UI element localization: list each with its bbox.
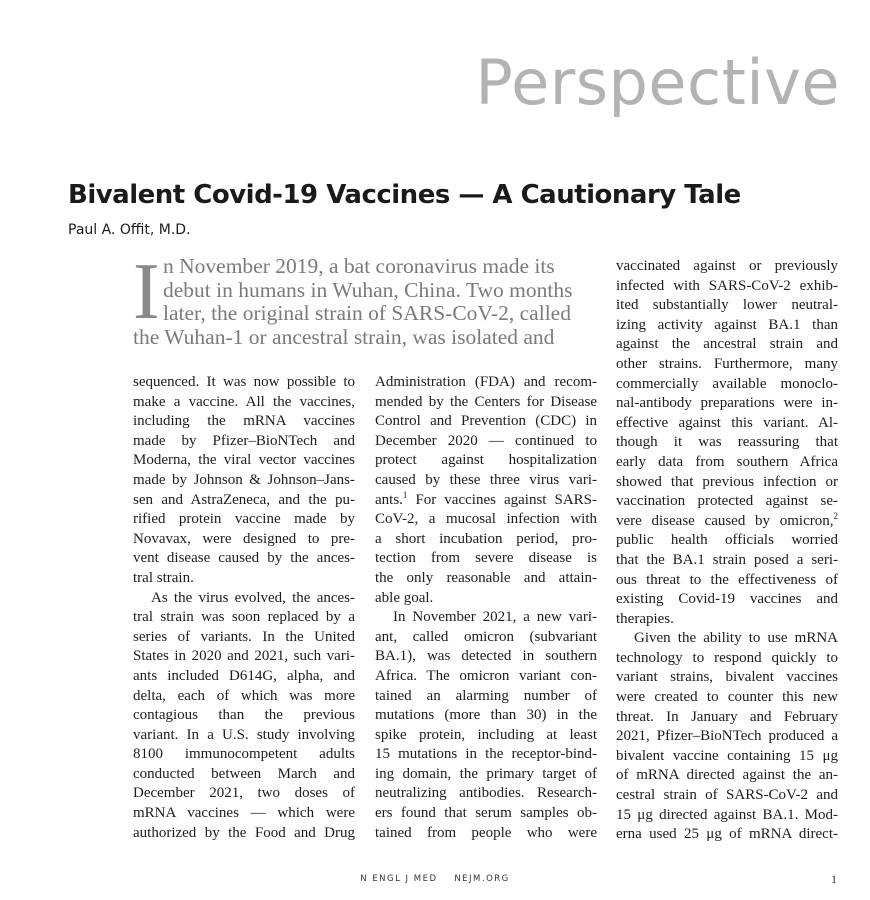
- text-line: caused by these three virus vari-: [375, 471, 597, 488]
- text-line: mutations (more than 30) in the: [375, 707, 597, 724]
- text-line: though it was reassuring that: [616, 434, 838, 451]
- text-line: [375, 491, 597, 511]
- text-line: Administration (FDA) and recom-: [375, 374, 597, 390]
- text-line: early data from southern Africa: [616, 453, 838, 470]
- article-title: Bivalent Covid-19 Vaccines — A Cautionary Tale: [68, 180, 741, 210]
- text-line: December 2020 — continued to: [375, 432, 597, 449]
- body-column-2: [375, 373, 597, 843]
- journal-site: NEJM.ORG: [454, 874, 510, 884]
- text-line: ers found that serum samples ob-: [375, 805, 597, 822]
- text-line: Control and Prevention (CDC) in: [375, 413, 597, 430]
- text-line: showed that previous infection or: [616, 473, 838, 490]
- text-line: 15 μg directed against BA.1. Mod-: [616, 806, 838, 823]
- text-line: izing activity against BA.1 than: [616, 316, 838, 333]
- text-line: that the BA.1 strain posed a seri-: [616, 551, 838, 568]
- text-line: tection from severe disease is: [375, 550, 597, 567]
- text-line: of mRNA directed against the an-: [616, 767, 838, 784]
- text-line: a short incubation period, pro-: [375, 530, 597, 547]
- section-label: Perspective: [475, 46, 840, 119]
- text-line: 15 mutations in the receptor-bind-: [375, 746, 597, 763]
- lede-line: debut in humans in Wuhan, China. Two months: [163, 277, 573, 302]
- text-line: able goal.: [375, 589, 434, 606]
- text-line: technology to respond quickly to: [616, 649, 838, 666]
- text-line: nal-antibody preparations were in-: [616, 395, 838, 412]
- text-line: spike protein, including at least: [375, 726, 597, 743]
- text-line: threat. In January and February: [616, 708, 838, 725]
- text-line: authorized by the Food and Drug: [133, 824, 355, 841]
- text-line: variant strains, bivalent vaccines: [616, 669, 838, 686]
- lede-paragraph: [133, 248, 603, 349]
- text-line: mended by the Centers for Disease: [375, 393, 597, 410]
- text-line: CoV-2, a mucosal infection with: [375, 511, 597, 528]
- text-line: made by Johnson & Johnson–Jans-: [133, 471, 355, 488]
- text-line: conducted between March and: [133, 765, 355, 782]
- reference-marker: 1: [402, 489, 408, 500]
- text-line: other strains. Furthermore, many: [616, 355, 838, 372]
- text-fragment: vere disease caused by omicron,: [616, 512, 834, 529]
- text-line: variant. In a U.S. study involving: [133, 726, 355, 743]
- text-line: BA.1), was detected in southern: [375, 648, 597, 665]
- text-line: neutralizing antibodies. Research-: [375, 785, 597, 802]
- text-line: vent disease caused by the ances-: [133, 550, 355, 567]
- text-line: Africa. The omicron variant con-: [375, 667, 597, 684]
- text-line: ant, called omicron (subvariant: [375, 628, 597, 645]
- text-line: tral strain.: [133, 569, 194, 586]
- text-line: series of variants. In the United: [133, 628, 355, 645]
- text-line: against the ancestral strain and: [616, 336, 838, 353]
- text-line: ous threat to the effectiveness of: [616, 571, 838, 588]
- text-fragment: ants.: [375, 491, 403, 508]
- text-line: contagious than the previous: [133, 707, 355, 724]
- text-line: tained an alarming number of: [375, 687, 597, 704]
- text-line: protect against hospitalization: [375, 452, 597, 469]
- text-line: Novavax, were designed to pre-: [133, 530, 355, 547]
- lede-line: the Wuhan-1 or ancestral strain, was isolated and: [133, 324, 555, 349]
- text-line: cestral strain of SARS-CoV-2 and: [616, 787, 838, 804]
- lede-line: n November 2019, a bat coronavirus made its: [163, 254, 555, 278]
- text-line: were created to counter this new: [616, 689, 838, 706]
- text-line: delta, each of which was more: [133, 687, 355, 704]
- text-line: States in 2020 and 2021, such vari-: [133, 648, 355, 665]
- text-line: rified protein vaccine made by: [133, 511, 355, 528]
- text-line: sequenced. It was now possible to: [133, 374, 355, 390]
- body-column-3: [616, 257, 838, 845]
- text-line: Moderna, the viral vector vaccines: [133, 452, 355, 469]
- text-line: 2021, Pfizer–BioNTech produced a: [616, 728, 838, 745]
- text-line: the only reasonable and attain-: [375, 569, 597, 586]
- text-line: ing domain, the primary target of: [375, 765, 597, 782]
- text-line: ited substantially lower neutral-: [616, 297, 838, 314]
- text-line: including the mRNA vaccines: [133, 413, 355, 430]
- text-fragment: For vaccines against SARS-: [407, 491, 597, 508]
- text-line: Given the ability to use mRNA: [634, 630, 838, 647]
- drop-cap: I: [133, 248, 160, 336]
- text-line: therapies.: [616, 610, 674, 627]
- text-line: commercially available monoclo-: [616, 375, 838, 392]
- text-line: effective against this variant. Al-: [616, 414, 838, 431]
- page-footer: [0, 874, 870, 884]
- text-line: In November 2021, a new vari-: [393, 609, 597, 626]
- text-line: make a vaccine. All the vaccines,: [133, 393, 355, 410]
- text-line: December 2021, two doses of: [133, 785, 355, 802]
- body-column-1: [133, 373, 355, 843]
- text-line: tained from people who were: [375, 824, 597, 841]
- text-line: public health officials worried: [616, 532, 838, 549]
- text-line: mRNA vaccines — which were: [133, 805, 355, 822]
- page-number: 1: [831, 872, 837, 886]
- text-line: ants included D614G, alpha, and: [133, 667, 355, 684]
- text-line: [616, 512, 838, 532]
- text-line: made by Pfizer–BioNTech and: [133, 432, 355, 449]
- text-line: infected with SARS-CoV-2 exhib-: [616, 277, 838, 294]
- lede-line: later, the original strain of SARS-CoV-2, called: [163, 301, 571, 325]
- reference-marker: 2: [833, 510, 838, 521]
- journal-abbrev: N ENGL J MED: [360, 874, 438, 884]
- text-line: existing Covid-19 vaccines and: [616, 591, 838, 608]
- text-line: bivalent vaccine containing 15 μg: [616, 747, 838, 764]
- text-line: sen and AstraZeneca, and the pu-: [133, 491, 355, 508]
- text-line: 8100 immunocompetent adults: [133, 746, 355, 763]
- text-line: vaccination protected against se-: [616, 493, 838, 510]
- author-byline: Paul A. Offit, M.D.: [68, 222, 191, 238]
- text-line: vaccinated against or previously: [616, 258, 838, 274]
- text-line: tral strain was soon replaced by a: [133, 609, 355, 626]
- text-line: As the virus evolved, the ances-: [151, 589, 355, 606]
- text-line: erna used 25 μg of mRNA direct-: [616, 826, 838, 843]
